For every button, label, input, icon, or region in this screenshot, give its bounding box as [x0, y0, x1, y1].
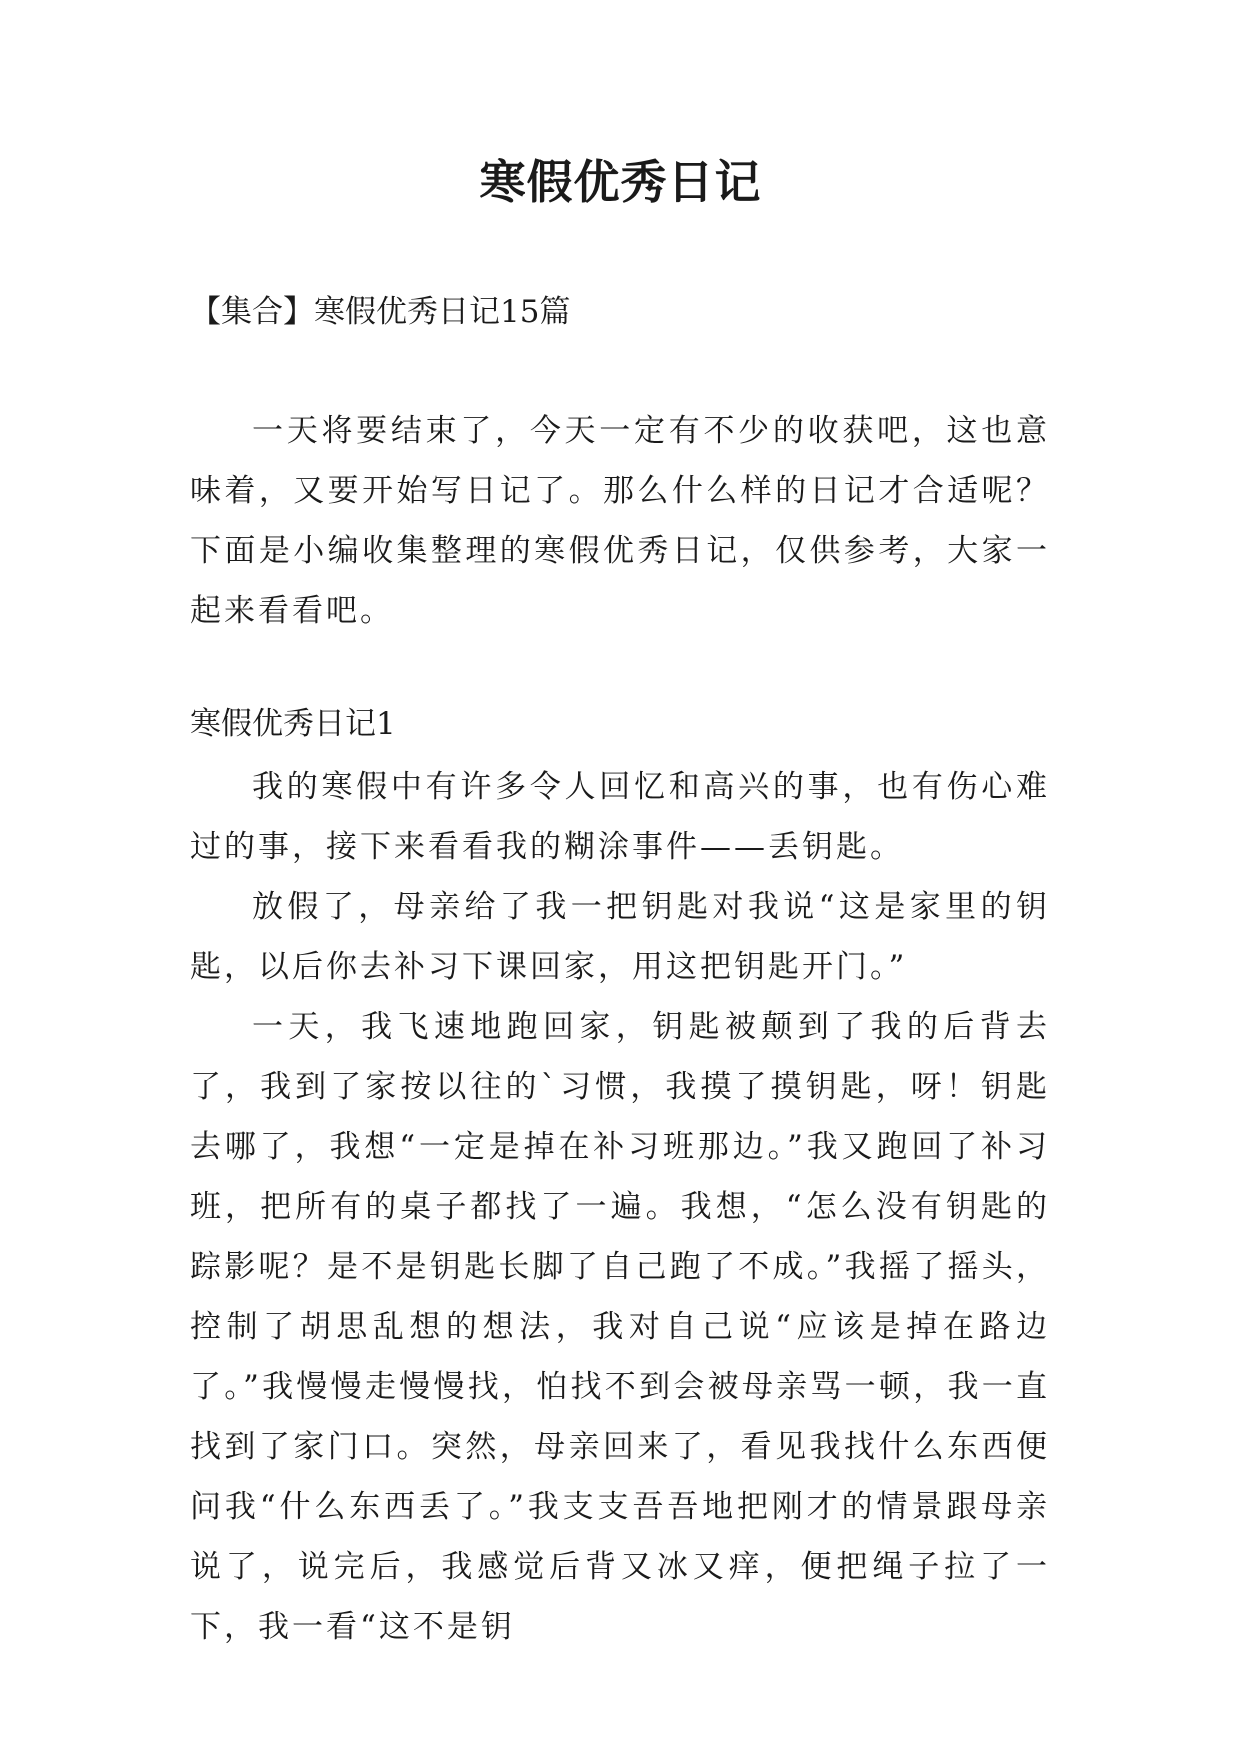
diary-paragraph: 放假了，母亲给了我一把钥匙对我说“这是家里的钥匙，以后你去补习下课回家，用这把钥匙开门。” — [190, 889, 1050, 985]
diary-body — [190, 757, 1050, 1657]
diary-paragraph: 一天，我飞速地跑回家，钥匙被颠到了我的后背去了，我到了家按以往的`习惯，我摸了摸钥匙，呀！钥匙去哪了，我想“一定是掉在补习班那边。”我又跑回了补习班，把所有的桌子都找了一遍。我想，“怎么没有钥匙的踪影呢？是不是钥匙长脚了自己跑了不成。”我摇了摇头，控制了胡思乱想的想法，我对自己说“应该是掉在路边了。”我慢慢走慢慢找，怕找不到会被母亲骂一顿，我一直找到了家门口。突然，母亲回来了，看见我找什么东西便问我“什么东西丢了。”我支支吾吾地把刚才的情景跟母亲说了，说完后，我感觉后背又冰又痒，便把绳子拉了一下，我一看“这不是钥 — [190, 1009, 1050, 1645]
diary-paragraph: 我的寒假中有许多令人回忆和高兴的事，也有伤心难过的事，接下来看看我的糊涂事件——丢钥匙。 — [190, 769, 1050, 865]
document-title: 寒假优秀日记 — [479, 155, 762, 209]
intro-paragraph — [190, 401, 1050, 641]
intro-text: 一天将要结束了，今天一定有不少的收获吧，这也意味着，又要开始写日记了。那么什么样的日记才合适呢？下面是小编收集整理的寒假优秀日记，仅供参考，大家一起来看看吧。 — [190, 413, 1050, 629]
document-subtitle: 【集合】寒假优秀日记15篇 — [190, 294, 571, 330]
section-heading: 寒假优秀日记1 — [190, 706, 396, 742]
